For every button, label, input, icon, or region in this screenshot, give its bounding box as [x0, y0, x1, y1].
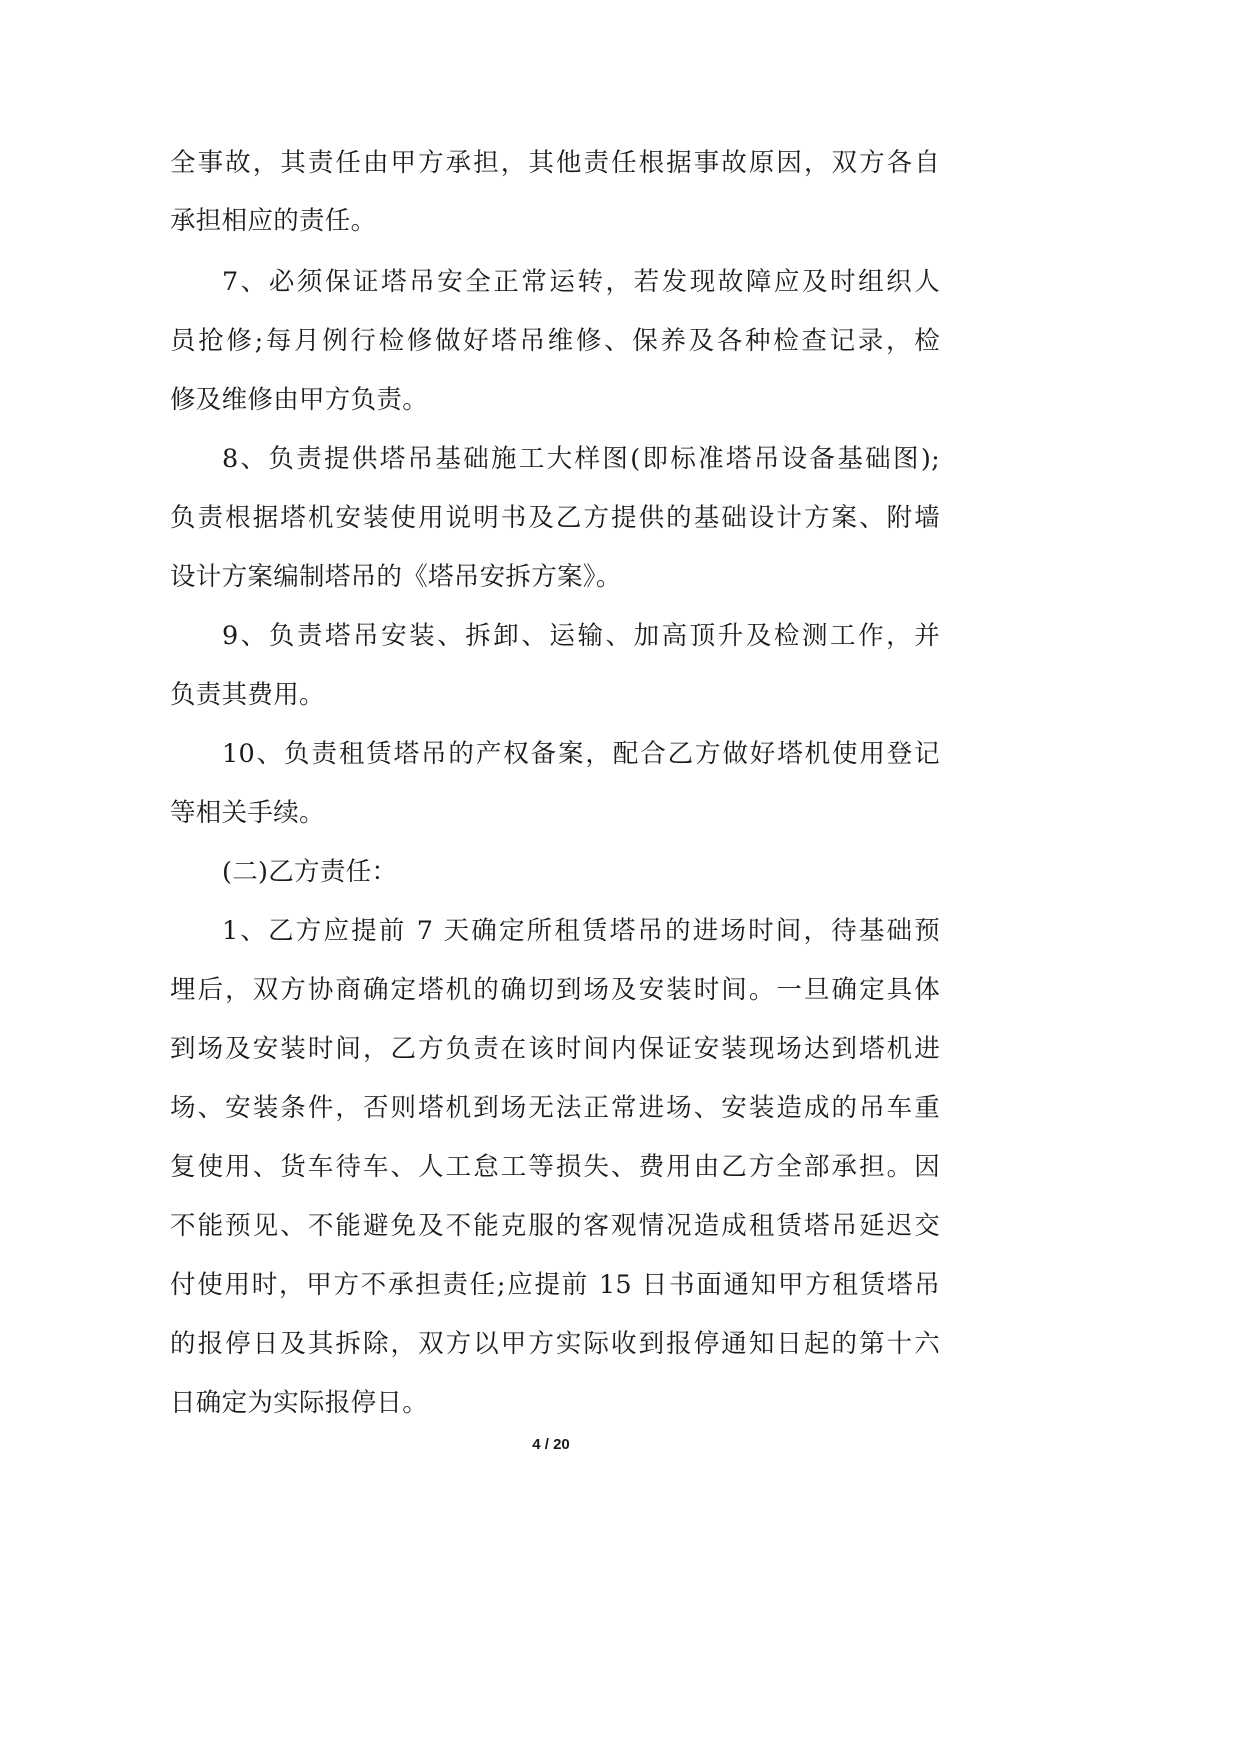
- paragraph-line: 日确定为实际报停日。: [170, 1388, 429, 1418]
- paragraph-line: 的报停日及其拆除，双方以甲方实际收到报停通知日起的第十六: [170, 1329, 940, 1359]
- paragraph-line: 到场及安装时间，乙方负责在该时间内保证安装现场达到塔机进: [170, 1034, 940, 1064]
- paragraph-line: 负责根据塔机安装使用说明书及乙方提供的基础设计方案、附墙: [170, 503, 940, 533]
- section-heading: (二)乙方责任：: [222, 857, 398, 887]
- paragraph-line: 复使用、货车待车、人工怠工等损失、费用由乙方全部承担。因: [170, 1152, 940, 1182]
- paragraph-line: 不能预见、不能避免及不能克服的客观情况造成租赁塔吊延迟交: [170, 1211, 940, 1241]
- paragraph-line: 场、安装条件，否则塔机到场无法正常进场、安装造成的吊车重: [170, 1093, 940, 1123]
- page-number: 4 / 20: [532, 1436, 570, 1453]
- paragraph-line: 负责其费用。: [170, 680, 325, 710]
- paragraph-line: 承担相应的责任。: [170, 206, 377, 236]
- paragraph-line: 7、必须保证塔吊安全正常运转，若发现故障应及时组织人: [222, 267, 940, 297]
- paragraph-line: 9、负责塔吊安装、拆卸、运输、加高顶升及检测工作，并: [222, 621, 940, 651]
- paragraph-line: 10、负责租赁塔吊的产权备案，配合乙方做好塔机使用登记: [222, 739, 940, 769]
- paragraph-line: 修及维修由甲方负责。: [170, 385, 429, 415]
- paragraph-line: 1、乙方应提前 7 天确定所租赁塔吊的进场时间，待基础预: [222, 916, 940, 946]
- paragraph-line: 全事故，其责任由甲方承担，其他责任根据事故原因，双方各自: [170, 148, 940, 178]
- paragraph-line: 埋后，双方协商确定塔机的确切到场及安装时间。一旦确定具体: [170, 975, 940, 1005]
- paragraph-line: 员抢修;每月例行检修做好塔吊维修、保养及各种检查记录，检: [170, 326, 940, 356]
- paragraph-line: 设计方案编制塔吊的《塔吊安拆方案》。: [170, 562, 622, 592]
- paragraph-line: 8、负责提供塔吊基础施工大样图(即标准塔吊设备基础图);: [222, 444, 940, 474]
- paragraph-line: 等相关手续。: [170, 798, 325, 828]
- paragraph-line: 付使用时，甲方不承担责任;应提前 15 日书面通知甲方租赁塔吊: [170, 1270, 940, 1300]
